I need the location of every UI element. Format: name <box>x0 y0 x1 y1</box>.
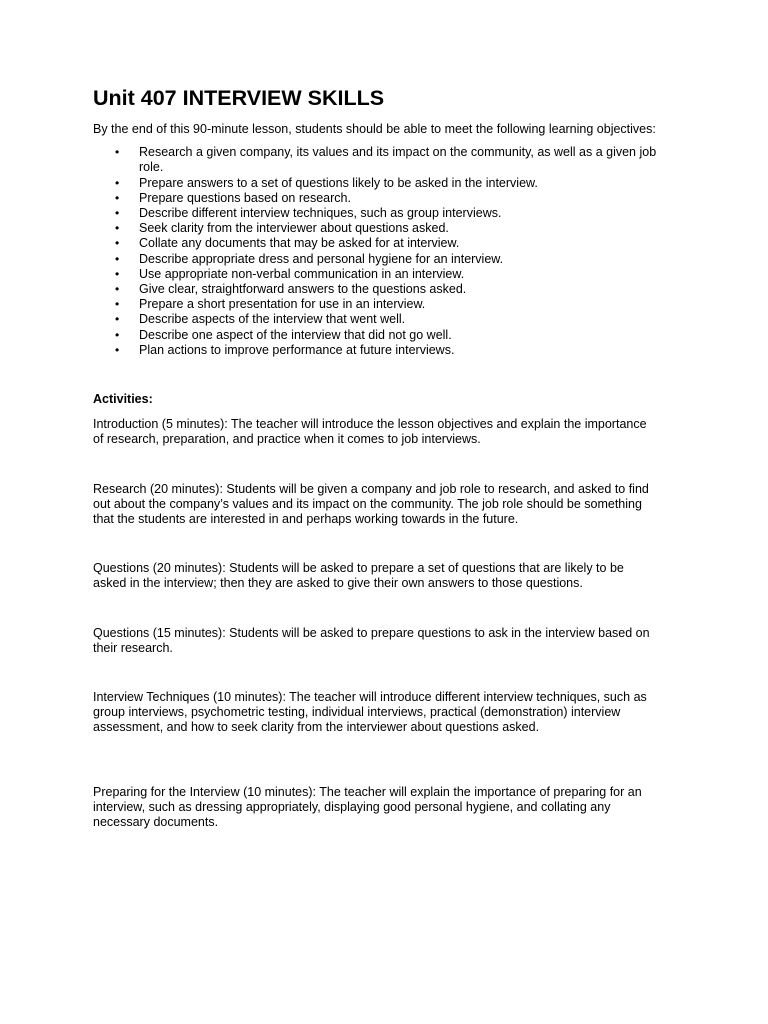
list-item: • Prepare answers to a set of questions likely to be asked in the interview. <box>115 175 538 190</box>
list-item: • Prepare questions based on research. <box>115 190 351 205</box>
objectives-list <box>93 145 683 358</box>
activity-introduction: Introduction (5 minutes): The teacher will introduce the lesson objectives and explain the importance of research, preparation, and practice when it comes to job interviews. <box>93 417 647 447</box>
activities-heading: Activities: <box>93 392 153 407</box>
list-item: • Research a given company, its values and its impact on the community, as well as a given job role. <box>115 145 657 175</box>
bullet-icon: • <box>115 266 120 281</box>
list-item: • Describe appropriate dress and personal hygiene for an interview. <box>115 251 504 266</box>
activity-research: Research (20 minutes): Students will be given a company and job role to research, and asked to find out about the company’s values and its impact on the community. The job role should be something that the students are interested in and perhaps working towards in the future. <box>93 481 649 527</box>
list-item: • Seek clarity from the interviewer about questions asked. <box>115 221 449 236</box>
bullet-icon: • <box>115 221 120 236</box>
bullet-icon: • <box>115 175 120 190</box>
list-item: • Use appropriate non-verbal communication in an interview. <box>115 266 465 281</box>
list-item: • Prepare a short presentation for use in an interview. <box>115 297 426 312</box>
activity-preparing-interview: Preparing for the Interview (10 minutes): The teacher will explain the importance of preparing for an interview, such as dressing appropriately, displaying good personal hygiene, and collating any necessary documents. <box>93 784 642 830</box>
bullet-icon: • <box>115 206 120 221</box>
list-item: • Collate any documents that may be asked for at interview. <box>115 236 460 251</box>
bullet-icon: • <box>115 327 120 342</box>
document-page <box>93 84 683 830</box>
list-item: • Describe different interview techniques, such as group interviews. <box>115 206 502 221</box>
bullet-icon: • <box>115 312 120 327</box>
activity-questions-answers: Questions (20 minutes): Students will be asked to prepare a set of questions that are likely to be asked in the interview; then they are asked to give their own answers to those questions. <box>93 561 624 591</box>
list-item: • Describe aspects of the interview that went well. <box>115 312 406 327</box>
bullet-icon: • <box>115 297 120 312</box>
bullet-icon: • <box>115 236 120 251</box>
document-title: Unit 407 INTERVIEW SKILLS <box>93 86 385 110</box>
list-item: • Plan actions to improve performance at future interviews. <box>115 342 455 357</box>
list-item: • Describe one aspect of the interview that did not go well. <box>115 327 452 342</box>
activity-questions-research: Questions (15 minutes): Students will be asked to prepare questions to ask in the interview based on their research. <box>93 625 650 655</box>
list-item: • Give clear, straightforward answers to the questions asked. <box>115 282 467 297</box>
activity-interview-techniques: Interview Techniques (10 minutes): The teacher will introduce different interview techniques, such as group interviews, psychometric testing, individual interviews, practical (demonstration) interview assessment, and how to seek clarity from the interviewer about questions asked. <box>93 690 647 735</box>
bullet-icon: • <box>115 251 120 266</box>
bullet-icon: • <box>115 282 120 297</box>
intro-paragraph: By the end of this 90-minute lesson, students should be able to meet the following learning objectives: <box>93 122 656 136</box>
bullet-icon: • <box>115 145 120 160</box>
bullet-icon: • <box>115 190 120 205</box>
bullet-icon: • <box>115 342 120 357</box>
